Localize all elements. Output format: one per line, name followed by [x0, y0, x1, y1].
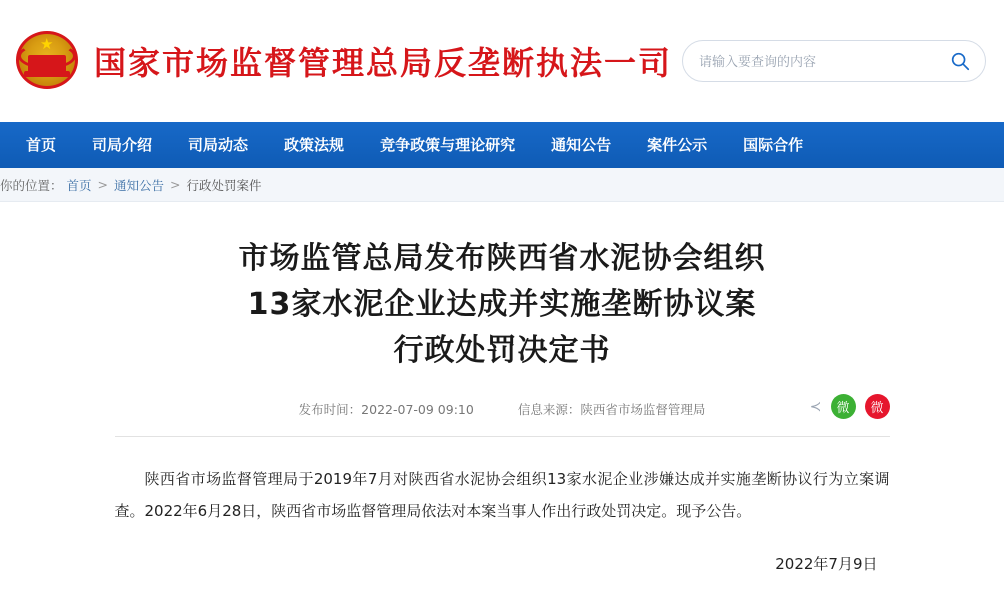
breadcrumb-item-announcements[interactable]: 通知公告 [114, 177, 165, 193]
page-title [115, 236, 890, 374]
article-meta [115, 400, 890, 418]
national-emblem-icon: ★ [12, 25, 84, 97]
page-title-line-1: 市场监管总局发布陕西省水泥协会组织 [238, 241, 766, 276]
site-header [0, 0, 1004, 122]
main-navigation [0, 122, 1004, 168]
breadcrumb-separator-2: > [170, 177, 181, 192]
wechat-share-icon[interactable]: 微 [831, 394, 856, 419]
nav-item-research[interactable]: 竞争政策与理论研究 [380, 136, 516, 154]
nav-item-home[interactable]: 首页 [26, 136, 57, 154]
nav-item-policy[interactable]: 政策法规 [284, 136, 345, 154]
search-input[interactable] [697, 53, 949, 70]
share-icon[interactable]: ≺ [809, 398, 822, 415]
article-divider [115, 436, 890, 437]
article [115, 202, 890, 574]
breadcrumb-current: 行政处罚案件 [186, 177, 262, 193]
page-title-line-2: 13家水泥企业达成并实施垄断协议案 [247, 287, 757, 322]
nav-item-intro[interactable]: 司局介绍 [92, 136, 153, 154]
breadcrumb-label: 你的位置： [0, 177, 63, 193]
search-box[interactable] [682, 40, 986, 82]
nav-item-international[interactable]: 国际合作 [743, 136, 804, 154]
nav-item-cases[interactable]: 案件公示 [647, 136, 708, 154]
breadcrumb-item-home[interactable]: 首页 [66, 177, 92, 193]
breadcrumb [0, 168, 1004, 202]
page-title-line-3: 行政处罚决定书 [393, 333, 611, 368]
weibo-share-icon[interactable]: 微 [865, 394, 890, 419]
share-group [810, 394, 890, 419]
publish-time: 发布时间：2022-07-09 09:10 [298, 402, 474, 417]
site-title: 国家市场监督管理总局反垄断执法一司 [94, 44, 673, 82]
article-source: 信息来源：陕西省市场监督管理局 [517, 402, 706, 417]
nav-item-announcements[interactable]: 通知公告 [551, 136, 612, 154]
article-sign-date: 2022年7月9日 [775, 555, 878, 573]
article-paragraph: 陕西省市场监督管理局于2019年7月对陕西省水泥协会组织13家水泥企业涉嫌达成并实施垄断协议行为立案调查。2022年6月28日，陕西省市场监督管理局依法对本案当事人作出行政处罚决定。现予公告。 [114, 470, 890, 520]
search-icon[interactable] [949, 50, 971, 72]
nav-item-news[interactable]: 司局动态 [188, 136, 249, 154]
breadcrumb-separator-1: > [97, 177, 109, 192]
